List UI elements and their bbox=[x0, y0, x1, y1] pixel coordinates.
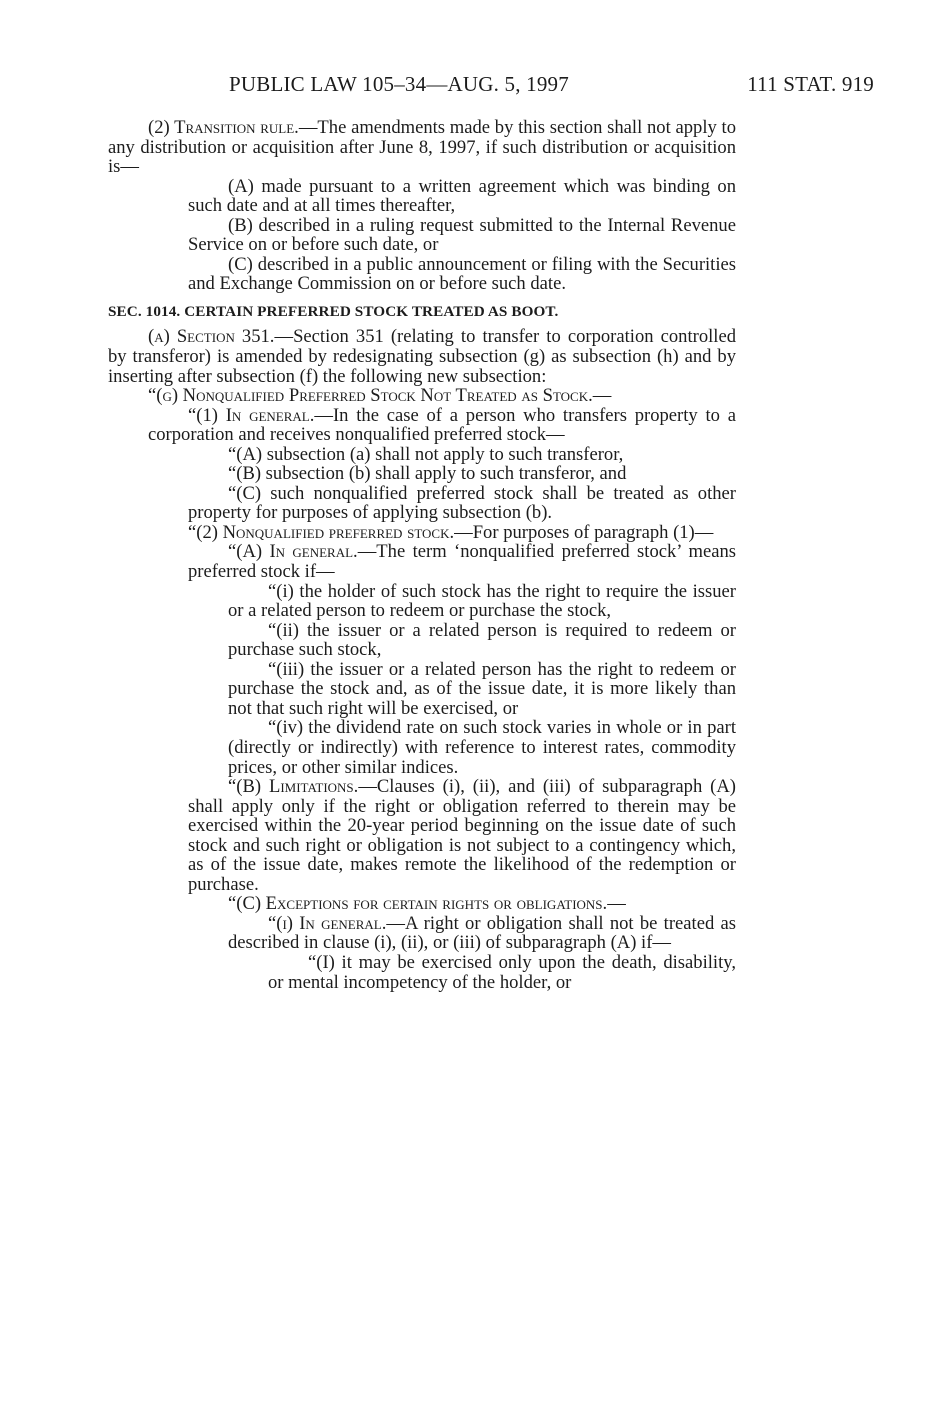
transition-clause-b: (B) described in a ruling request submitted to the Internal Revenue Service on or before such date, or bbox=[188, 214, 736, 256]
subsection-a-paragraph bbox=[108, 327, 736, 386]
subparagraph-a-clause-i: “(i) the holder of such stock has the right to require the issuer or a related person to redeem or purchase the stock, bbox=[228, 580, 736, 622]
paragraph-2-subparagraph-c bbox=[108, 894, 736, 914]
subparagraph-c-clause-i bbox=[108, 914, 736, 953]
paragraph-1-label: “(1) In general. bbox=[188, 404, 315, 426]
clause-i-label: “(i) In general. bbox=[268, 912, 387, 934]
subparagraph-c-dash: — bbox=[607, 893, 626, 915]
paragraph-1 bbox=[108, 406, 736, 445]
paragraph-1-clause-c: “(C) such nonqualified preferred stock shall be treated as other property for purposes of applying subsection (b). bbox=[188, 482, 736, 524]
transition-clause-c: (C) described in a public announcement or filing with the Securities and Exchange Commission on or before such date. bbox=[188, 253, 736, 295]
clause-i-text: —A right or obligation shall not be treated as described in clause (i), (ii), or (iii) of subparagraph (A) if— bbox=[228, 912, 737, 954]
paragraph-1-text: —In the case of a person who transfers property to a corporation and receives nonqualified preferred stock— bbox=[148, 404, 736, 446]
paragraph-1-clause-a: “(A) subsection (a) shall not apply to such transferor, bbox=[228, 443, 624, 465]
law-and-date: PUBLIC LAW 105–34—AUG. 5, 1997 bbox=[229, 72, 569, 96]
paragraph-2 bbox=[108, 523, 736, 543]
running-header bbox=[0, 72, 946, 102]
subsection-g-heading bbox=[108, 386, 736, 406]
subparagraph-a-clause-iii: “(iii) the issuer or a related person has the right to redeem or purchase the stock and, as of the issue date, it is more likely than not that such right will be exercised, or bbox=[228, 658, 736, 719]
subsection-a-label: (a) Section 351. bbox=[148, 326, 275, 348]
stat-page-number: 111 STAT. 919 bbox=[747, 72, 874, 96]
paragraph-2-label: “(2) Nonqualified preferred stock. bbox=[188, 521, 455, 543]
paragraph-2-subparagraph-b bbox=[108, 777, 736, 894]
subparagraph-b-label: “(B) Limitations. bbox=[228, 776, 359, 798]
paragraph-1-clause-b: “(B) subsection (b) shall apply to such transferor, and bbox=[228, 463, 627, 485]
body-text bbox=[108, 118, 736, 992]
section-heading: SEC. 1014. CERTAIN PREFERRED STOCK TREATED AS BOOT. bbox=[108, 302, 559, 320]
subparagraph-a-clause-ii: “(ii) the issuer or a related person is required to redeem or purchase such stock, bbox=[228, 619, 736, 661]
clause-i-subclause-I: “(I) it may be exercised only upon the death, disability, or mental incompetency of the holder, or bbox=[268, 951, 736, 993]
paragraph-2-text: —For purposes of paragraph (1)— bbox=[454, 521, 714, 543]
subparagraph-c-label: “(C) Exceptions for certain rights or obligations. bbox=[228, 893, 608, 915]
transition-rule-paragraph bbox=[68, 118, 736, 177]
subsection-g-dash: — bbox=[592, 385, 612, 407]
subsection-g-label: “(g) Nonqualified Preferred Stock Not Treated as Stock. bbox=[148, 385, 593, 407]
transition-clause-a: (A) made pursuant to a written agreement which was binding on such date and at all times thereafter, bbox=[188, 175, 736, 217]
subparagraph-a-label: “(A) In general. bbox=[228, 541, 358, 563]
subparagraph-a-text: —The term ‘nonqualified preferred stock’ means preferred stock if— bbox=[188, 541, 736, 583]
subparagraph-b-text: —Clauses (i), (ii), and (iii) of subparagraph (A) shall apply only if the right or obligation referred to therein may be exercised within the 20-year period beginning on the issue date of such stock and such right or obligation is not subject to a contingency which, as of the issue date, makes remote the likelihood of the redemption or purchase. bbox=[188, 776, 736, 895]
transition-rule-text: —The amendments made by this section shall not apply to any distribution or acquisition after June 8, 1997, if such distribution or acquisition is— bbox=[108, 117, 736, 178]
transition-rule-label: (2) Transition rule. bbox=[148, 117, 299, 138]
subparagraph-a-clause-iv: “(iv) the dividend rate on such stock varies in whole or in part (directly or indirectly) with reference to interest rates, commodity prices, or other similar indices. bbox=[228, 717, 736, 778]
subsection-a-text: —Section 351 (relating to transfer to corporation controlled by transferor) is amended by redesignating subsection (g) as subsection (h) and by inserting after subsection (f) the following new subsection: bbox=[108, 326, 737, 387]
paragraph-2-subparagraph-a bbox=[108, 542, 736, 581]
